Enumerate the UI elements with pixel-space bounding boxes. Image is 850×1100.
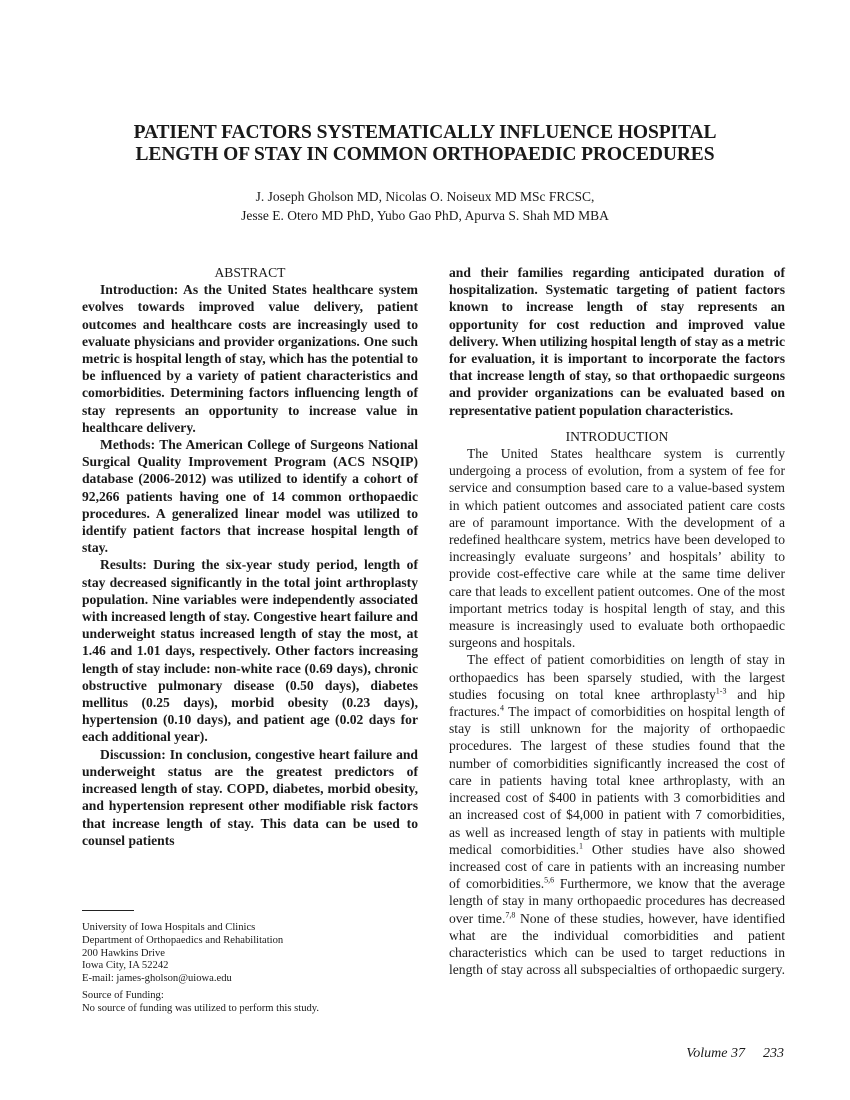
introduction-heading: INTRODUCTION bbox=[565, 428, 669, 444]
volume-label: Volume 37 bbox=[686, 1046, 745, 1061]
right-column bbox=[449, 264, 785, 978]
abstract bbox=[82, 264, 418, 849]
footnotes bbox=[82, 922, 422, 1016]
page-number: 233 bbox=[763, 1046, 784, 1061]
funding-statement: No source of funding was utilized to perform this study. bbox=[82, 1002, 320, 1014]
introduction-paragraph: The United States healthcare system is currently undergoing a process of evolution, from a system of fee for service and consumption based care to a value-based system in which patient outcomes and associated patient care costs are of paramount importance. With the development of a redefined healthcare system, metrics have been developed to increasingly evaluate surgeons’ and hospitals’ ability to provide cost-effective care while at the same time deliver care that leads to excellent patient outcomes. One of the most important metrics today is hospital length of stay, and this measure is increasingly used to evaluate both orthopaedic surgeons and hospitals. bbox=[449, 446, 785, 651]
page-footer bbox=[668, 1046, 784, 1062]
author-line: Jesse E. Otero MD PhD, Yubo Gao PhD, Apurva S. Shah MD MBA bbox=[241, 208, 609, 223]
left-column bbox=[82, 264, 418, 849]
affiliation-line: Department of Orthopaedics and Rehabilitation bbox=[82, 934, 284, 946]
author-line: J. Joseph Gholson MD, Nicolas O. Noiseux MD MSc FRCSC, bbox=[255, 189, 595, 204]
title-line: PATIENT FACTORS SYSTEMATICALLY INFLUENCE HOSPITAL bbox=[133, 122, 717, 143]
introduction-paragraph: The effect of patient comorbidities on length of stay in orthopaedics has been sparsely studied, with the largest studies focusing on total knee arthroplasty$^{1-3}$ and hip fractures.$^4$ The impact of comorbidities on hospital length of stay is still unknown for the majority of orthopaedic procedures. The largest of these studies found that the number of comorbidities significantly increased the cost of care in patients having total knee arthroplasty, with an increased cost of $400 in patients with 3 comorbidities and an increased cost of $4,000 in patient with 7 comorbidities, as well as increased length of stay in patients with multiple medical comorbidities.$^1$ Other studies have also showed increased cost of care in patients with an increasing number of comorbidities.$^{5,6}$ Furthermore, we know that the average length of stay in many orthopaedic procedures has decreased over time.$^{7,8}$ None of these studies, however, have identified what are the individual comorbidities and patient characteristics which can be used to target reductions in length of stay across all subspecialties of orthopaedic surgery. bbox=[449, 652, 785, 978]
affiliation-line: University of Iowa Hospitals and Clinics bbox=[82, 922, 256, 933]
abstract-methods: Methods: The American College of Surgeons National Surgical Quality Improvement Program (ACS NSQIP) database (2006-2012) was utilized to identify a cohort of 92,266 patients having one of 14 common orthopaedic procedures. A generalized linear model was utilized to identify patient factors that increase hospital length of stay. bbox=[82, 437, 418, 556]
abstract-discussion-continued: and their families regarding anticipated duration of hospitalization. Systematic targeting of patient factors known to increase length of stay represents an opportunity for cost reduction and improved value delivery. When utilizing hospital length of stay as a metric for evaluation, it is important to incorporate the factors that increase length of stay, so that orthopaedic surgeons and provider organizations can be evaluated based on representative patient population characteristics. bbox=[449, 265, 785, 418]
affiliation-email: E-mail: james-gholson@uiowa.edu bbox=[82, 973, 232, 985]
abstract-introduction: Introduction: As the United States healthcare system evolves towards improved value delivery, patient outcomes and healthcare costs are increasingly used to evaluate physicians and provider organizations. One such metric is hospital length of stay, which has the potential to be influenced by a variety of patient characteristics and comorbidities. Determining factors influencing length of stay represents an opportunity to increase value in healthcare delivery. bbox=[82, 282, 418, 435]
author-list bbox=[60, 187, 790, 225]
affiliation-line: 200 Hawkins Drive bbox=[82, 947, 165, 959]
affiliation-line: Iowa City, IA 52242 bbox=[82, 960, 169, 972]
title-line: LENGTH OF STAY IN COMMON ORTHOPAEDIC PROCEDURES bbox=[135, 144, 715, 165]
abstract-discussion: Discussion: In conclusion, congestive heart failure and underweight status are the greatest predictors of increased length of stay. COPD, diabetes, morbid obesity, and hypertension represent other modifiable risk factors that increase length of stay. This data can be used to counsel patients bbox=[82, 746, 418, 848]
abstract-heading: ABSTRACT bbox=[214, 265, 286, 280]
footnote-divider bbox=[82, 910, 134, 911]
abstract-results: Results: During the six-year study period, length of stay decreased significantly in the total joint arthroplasty population. Nine variables were independently associated with increased length of stay. Congestive heart failure and underweight status increased length of stay the most, at 1.46 and 1.01 days, respectively. Other factors increasing length of stay include: non-white race (0.69 days), chronic obstructive pulmonary disease (0.50 days), diabetes mellitus (0.25 days), morbid obesity (0.23 days), hypertension (0.10 days), and patient age (0.02 days for each additional year). bbox=[82, 557, 418, 745]
funding-label: Source of Funding: bbox=[82, 989, 164, 1001]
paper-title bbox=[60, 122, 790, 166]
